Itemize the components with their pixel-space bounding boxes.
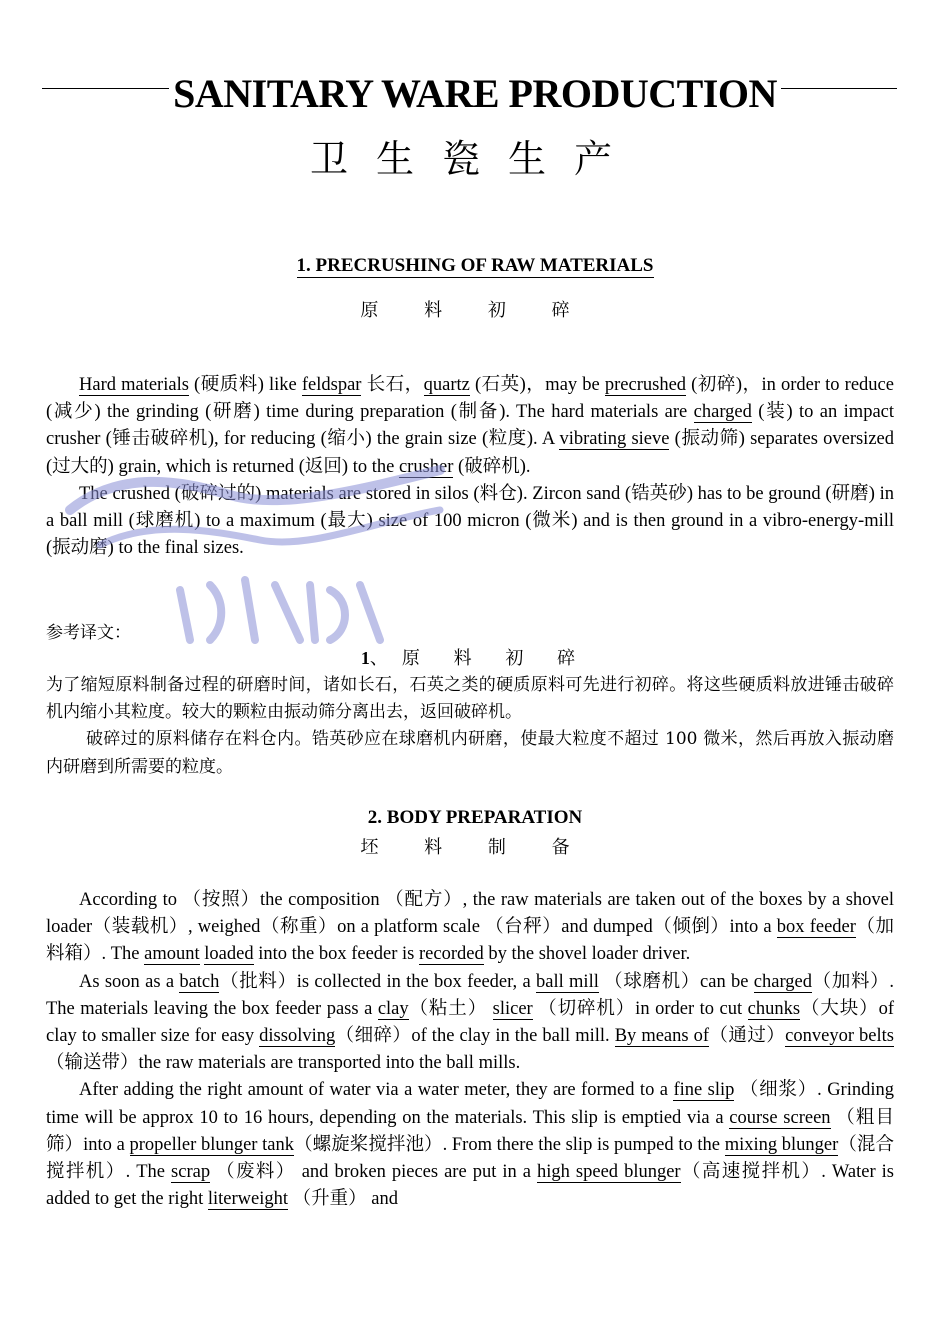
text-run: (装) to an impact crusher (锤击破碎机), for reducing (缩小) the grain size (粒度). A — [46, 402, 895, 450]
text-run: （升重） and — [288, 1189, 398, 1210]
text-run: (石英)，may be — [469, 375, 605, 395]
section2-body — [46, 887, 894, 1213]
section1-title: 1. PRECRUSHING OF RAW MATERIALS — [296, 255, 654, 276]
underlined-term: clay — [377, 998, 409, 1019]
text-run: （粘土） — [408, 998, 493, 1019]
underlined-term: mixing blunger — [724, 1134, 839, 1155]
text-run: (破碎机). — [453, 456, 531, 477]
text-run: (初碎)，in order to reduce (减少) the grinding (研磨) time during preparation (制备). The hard materials are — [46, 375, 894, 423]
underlined-term: amount — [144, 944, 200, 965]
text-run: （螺旋桨搅拌池）. From there the slip is pumped to the — [294, 1134, 725, 1155]
text-run: （高速搅拌机）. Water is added to get the right — [46, 1162, 894, 1210]
underlined-term: By means of — [614, 1026, 710, 1047]
underlined-term: fine slip — [673, 1080, 735, 1101]
underlined-term: crusher — [398, 456, 454, 477]
section1-paragraph-1 — [46, 372, 894, 481]
page-title: SANITARY WARE PRODUCTION — [0, 70, 950, 117]
underlined-term: quartz — [423, 375, 470, 395]
text-run: （细碎）of the clay in the ball mill. — [335, 1026, 615, 1047]
reference-paragraph-1: 为了缩短原料制备过程的研磨时间，诸如长石，石英之类的硬质原料可先进行初碎。将这些硬质料放进锤击破碎机内缩小其粒度。较大的颗粒由振动筛分离出去，返回破碎机。 — [46, 675, 894, 723]
section1-body — [46, 372, 894, 562]
reference-body — [46, 672, 894, 781]
text-run: （粗目筛）into a — [46, 1107, 894, 1155]
section2-title-zh: 坯 料 制 备 — [360, 837, 590, 858]
text-run: （细浆）. Grinding time will be approx 10 to 16 hours, depending on the materials. This slip is emptied via a — [46, 1080, 895, 1128]
section2-paragraph-1 — [46, 887, 894, 969]
underlined-term: literweight — [207, 1189, 288, 1210]
underlined-term: dissolving — [259, 1026, 336, 1047]
section2-paragraph-2 — [46, 969, 894, 1078]
text-run: （大块）of clay to smaller size for easy — [46, 998, 894, 1047]
underlined-term: high speed blunger — [537, 1162, 681, 1183]
text-run: （通过） — [709, 1026, 786, 1047]
section1-title-zh: 原 料 初 碎 — [360, 300, 590, 321]
page-title-zh: 卫生瓷生产 — [309, 137, 640, 181]
text-run: The crushed (破碎过的) materials are stored in silos (料仓). Zircon sand (锆英砂) has to be ground (研磨) in a ball mill (球磨机) to a maximum (最大) size of 100 micron (微米) and is then ground in a vibro-energy-mill (振动磨) to the final sizes. — [46, 483, 894, 559]
underlined-term: scrap — [171, 1162, 211, 1183]
text-run: (硬质料) like — [188, 375, 302, 395]
text-run: 长石， — [361, 375, 424, 395]
underlined-term: conveyor belts — [785, 1026, 894, 1047]
text-run: （批料）is collected in the box feeder, a — [219, 971, 536, 992]
text-run: （加料）. The materials leaving the box feeder pass a — [46, 971, 894, 1019]
text-run: by the shovel loader driver. — [483, 944, 691, 965]
reference-paragraph-2: 破碎过的原料储存在料仓内。锆英砂应在球磨机内研磨，使最大粒度不超过 100 微米，然后再放入振动磨内研磨到所需要的粒度。 — [46, 729, 894, 777]
text-run: As soon as a — [79, 971, 180, 992]
underlined-term: box feeder — [776, 917, 856, 938]
text-run: According to （按照）the composition （配方）, the raw materials are taken out of the boxes by a shovel loader（装载机）, weighed（称重）on a platform scale （台秤）and dumped（倾倒）into a — [46, 890, 894, 938]
section2-paragraph-3 — [46, 1077, 894, 1213]
reference-label: 参考译文： — [46, 623, 131, 643]
underlined-term: batch — [179, 971, 220, 992]
section2-title: 2. BODY PREPARATION — [367, 807, 583, 828]
text-run: After adding the right amount of water via a water meter, they are formed to a — [79, 1080, 674, 1101]
underlined-term: slicer — [492, 998, 533, 1019]
text-run: （球磨机）can be — [598, 971, 754, 992]
text-run: （混合搅拌机）. The — [46, 1134, 894, 1183]
underlined-term: ball mill — [536, 971, 599, 992]
underlined-term: charged — [753, 971, 812, 992]
underlined-term: vibrating sieve — [559, 429, 670, 450]
text-run: （废料） and broken pieces are put in a — [210, 1162, 538, 1183]
text-run: （输送带）the raw materials are transported into the ball mills. — [46, 1053, 521, 1074]
underlined-term: precrushed — [604, 375, 687, 395]
text-run: (振动筛) separates oversized (过大的) grain, which is returned (返回) to the — [46, 429, 894, 477]
underlined-term: loaded — [204, 944, 254, 965]
section1-paragraph-2 — [46, 481, 894, 563]
underlined-term: charged — [693, 402, 752, 423]
underlined-term: course screen — [729, 1107, 831, 1128]
text-run: into the box feeder is — [253, 944, 420, 965]
reference-title: 1、原 料 初 碎 — [360, 648, 590, 669]
underlined-term: recorded — [419, 944, 484, 965]
underlined-term: feldspar — [301, 375, 362, 395]
text-run: （切碎机）in order to cut — [532, 998, 748, 1019]
underlined-term: propeller blunger tank — [129, 1134, 295, 1155]
underlined-term: chunks — [747, 998, 801, 1019]
underlined-term: Hard materials — [79, 375, 189, 395]
text-run: （加料箱）. The — [46, 917, 894, 965]
